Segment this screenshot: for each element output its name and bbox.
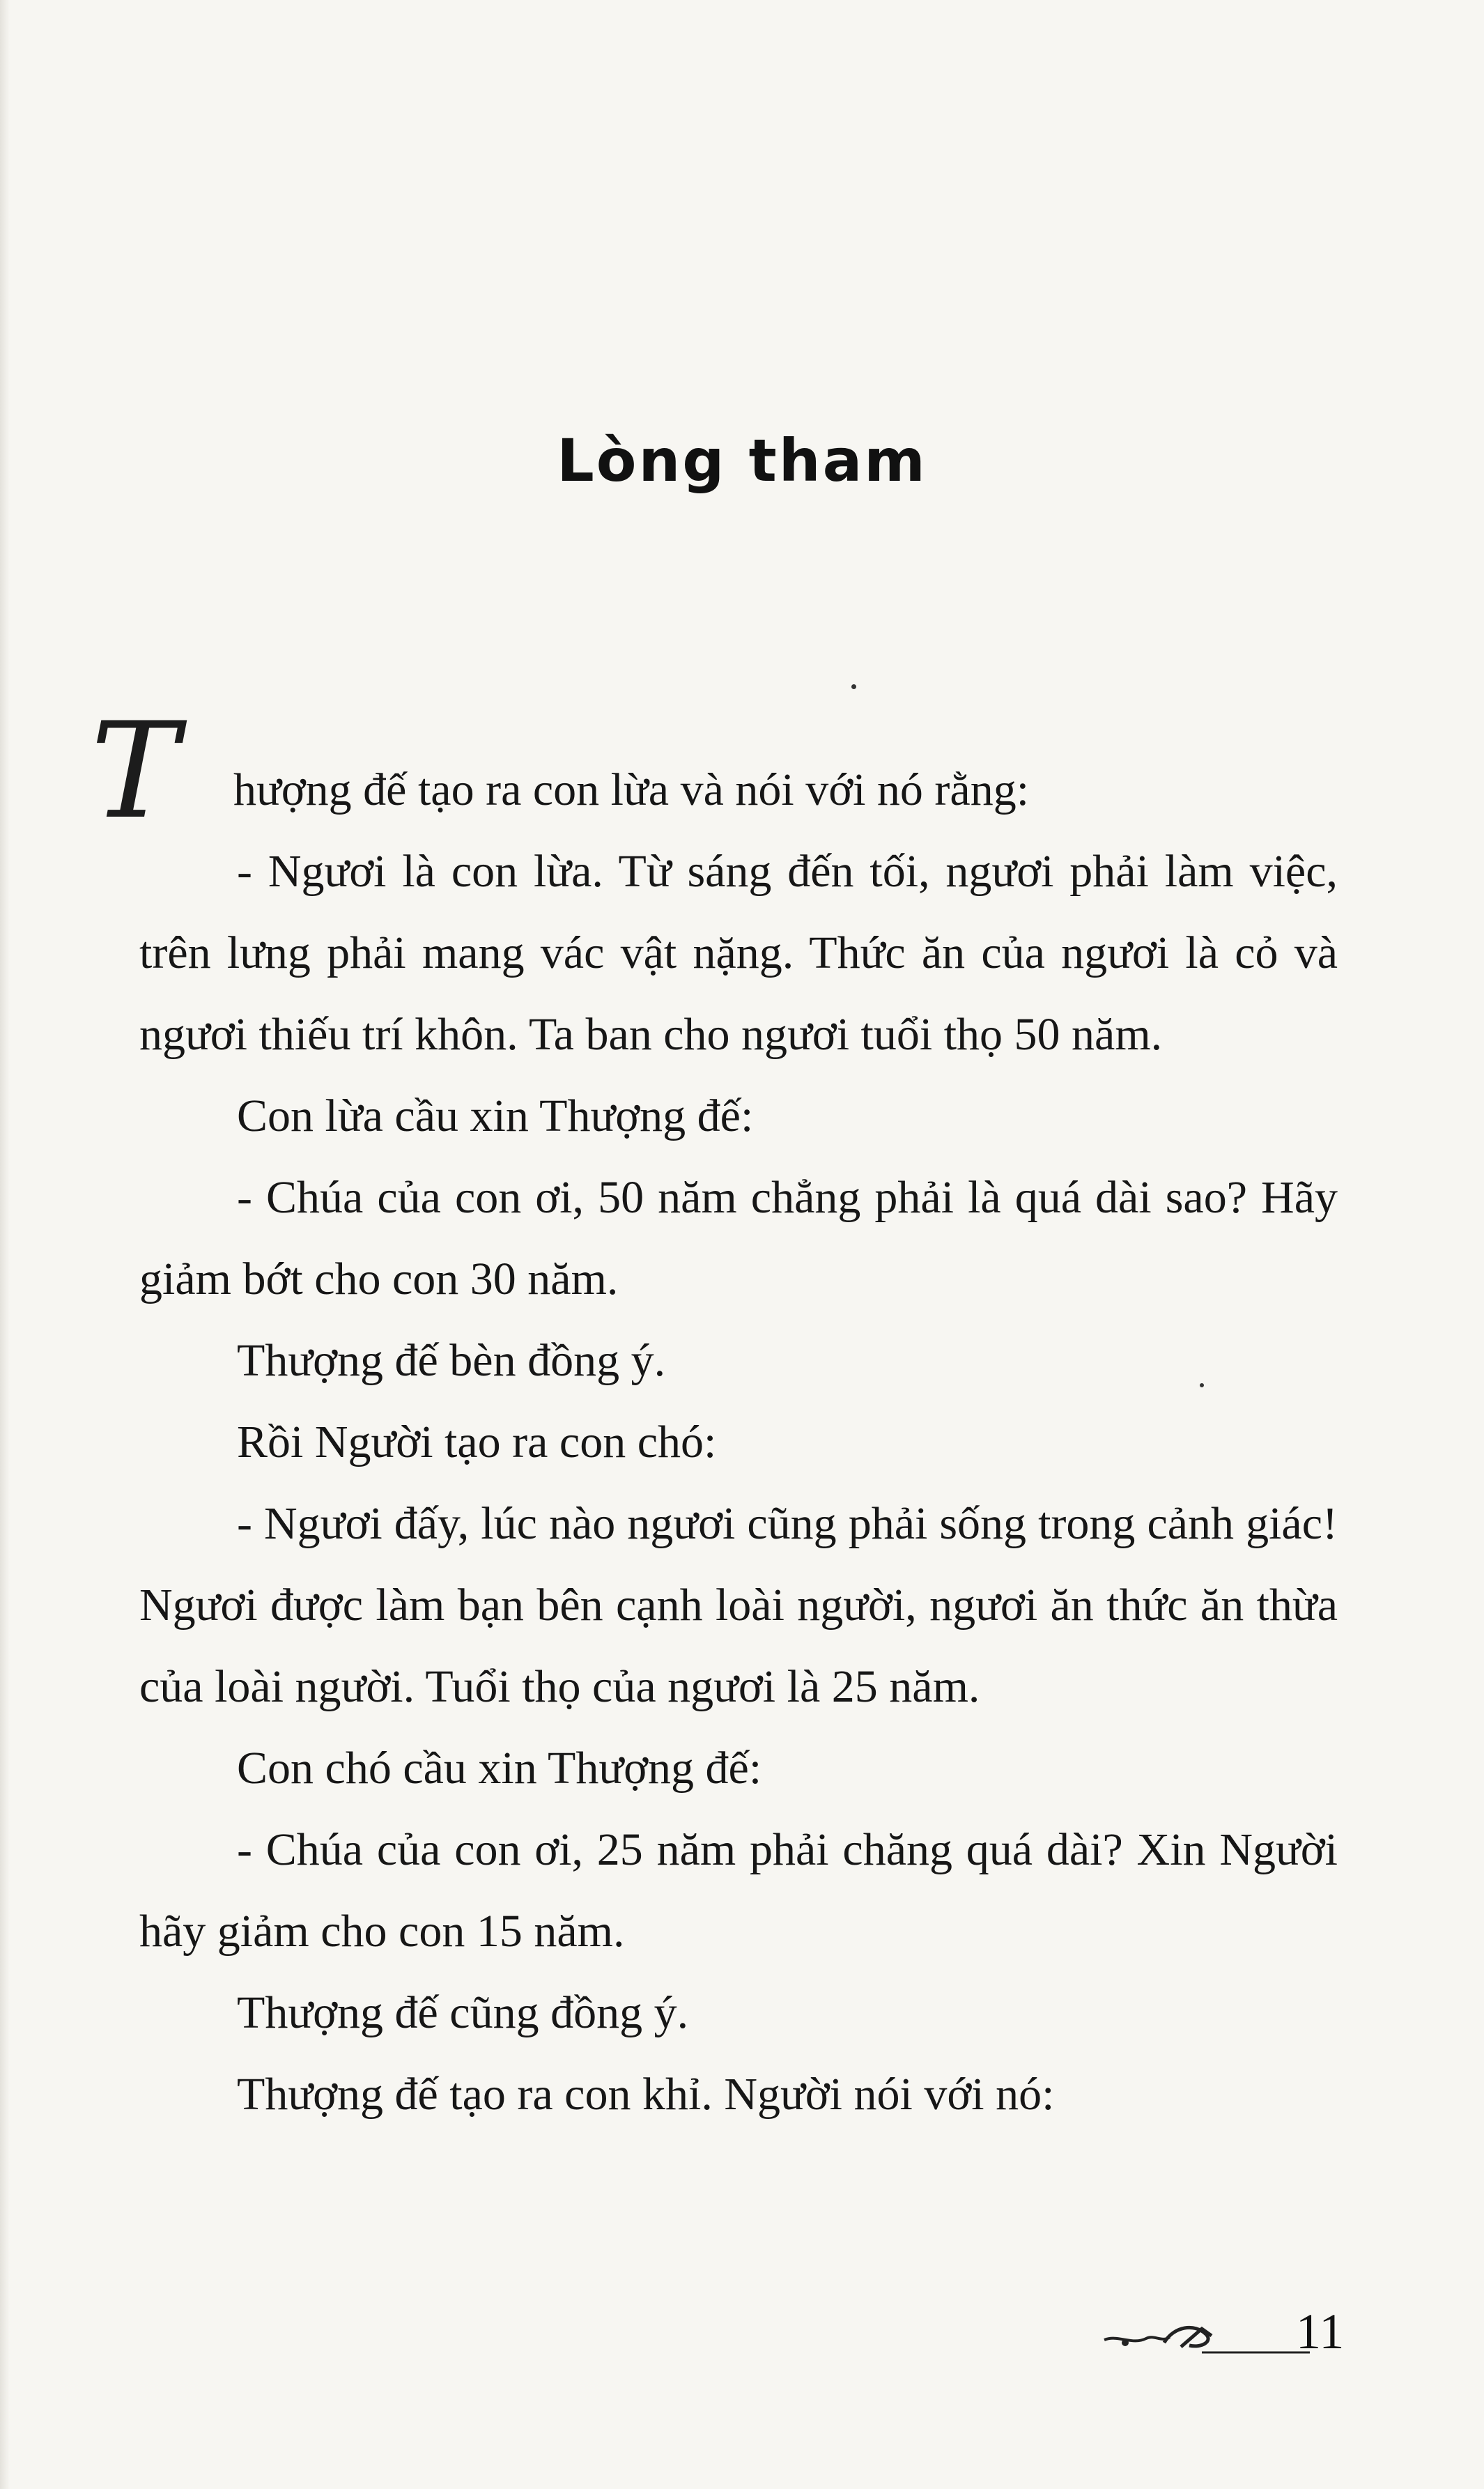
story-paragraph: Con lừa cầu xin Thượng đế: (237, 1091, 754, 1141)
page-number: 11 (1296, 2304, 1345, 2359)
story-paragraph: - Chúa của con ơi, 50 năm chẳng phải là quá dài sao? Hãy giảm bớt cho con 30 năm. (139, 1172, 1338, 1304)
footer-ornament-icon (1097, 2306, 1320, 2362)
drop-cap-letter: T (91, 694, 179, 848)
story-paragraph: Con chó cầu xin Thượng đế: (237, 1743, 762, 1794)
story-paragraph: Rồi Người tạo ra con chó: (237, 1417, 717, 1467)
story-paragraph: Thượng đế cũng đồng ý. (237, 1987, 689, 2038)
story-text (139, 749, 1338, 2135)
page-edge (0, 0, 10, 2489)
story-paragraph: Thượng đế bèn đồng ý. (237, 1335, 666, 1386)
story-paragraph: Thượng đế tạo ra con khỉ. Người nói với nó: (237, 2069, 1055, 2120)
story-paragraph: hượng đế tạo ra con lừa và nói với nó rằng: (233, 764, 1030, 815)
story-paragraph: - Chúa của con ơi, 25 năm phải chăng quá dài? Xin Người hãy giảm cho con 15 năm. (139, 1824, 1338, 1957)
story-paragraph: - Ngươi là con lừa. Từ sáng đến tối, ngươi phải làm việc, trên lưng phải mang vác vật nặng. Thức ăn của ngươi là cỏ và ngươi thiếu trí khôn. Ta ban cho ngươi tuổi thọ 50 năm. (139, 846, 1338, 1060)
chapter-title: Lòng tham (557, 426, 927, 495)
story-paragraph: - Ngươi đấy, lúc nào ngươi cũng phải sống trong cảnh giác! Ngươi được làm bạn bên cạnh loài người, ngươi ăn thức ăn thừa của loài người. Tuổi thọ của ngươi là 25 năm. (139, 1498, 1338, 1712)
